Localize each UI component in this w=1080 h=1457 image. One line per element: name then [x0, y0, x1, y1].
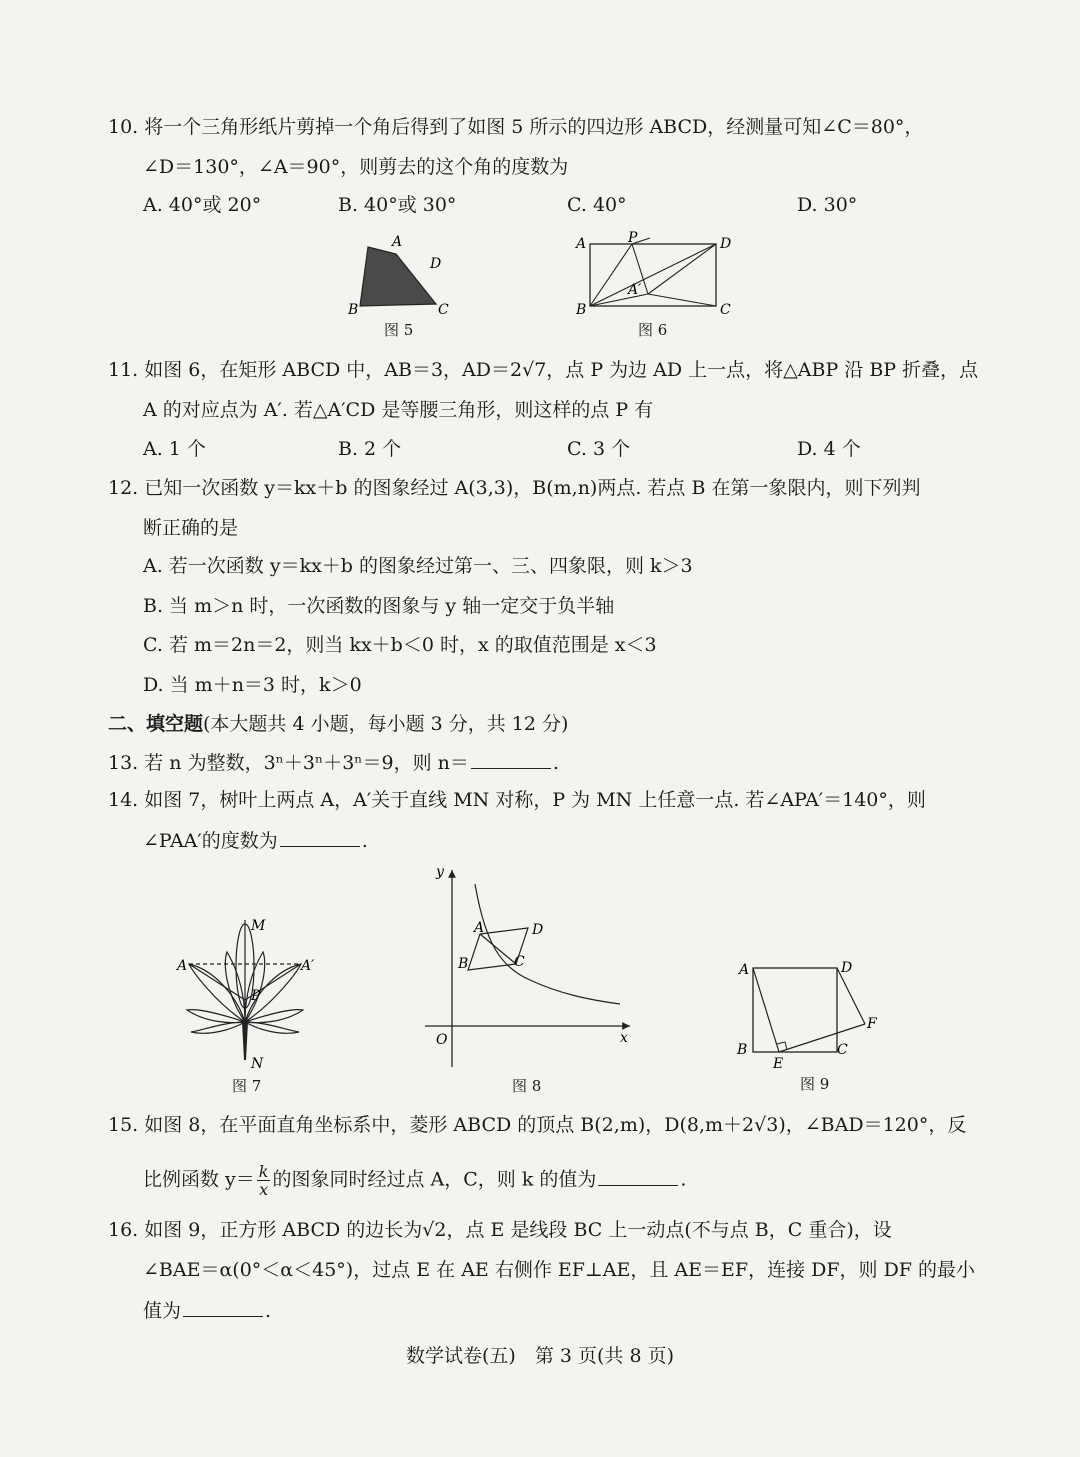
quadrilateral-abcd [360, 247, 436, 306]
inverse-curve [475, 884, 620, 1004]
fig6-caption: 图 6 [638, 321, 668, 339]
q12-line2: 断正确的是 [143, 517, 239, 539]
fig5-label-b: B [348, 302, 359, 318]
q11-option-b: B. 2 个 [338, 438, 402, 460]
q13-end: . [552, 752, 559, 774]
fig6-label-a: A [576, 236, 587, 252]
fig7-label-p: P [251, 988, 261, 1004]
q11-option-a: A. 1 个 [143, 438, 206, 460]
fig9-caption: 图 9 [800, 1075, 830, 1093]
fig6-label-d: D [720, 236, 732, 252]
fig5-label-d: D [430, 256, 442, 272]
q13-text: 13. 若 n 为整数，3ⁿ＋3ⁿ＋3ⁿ＝9，则 n＝ [108, 752, 469, 774]
q12-option-d: D. 当 m＋n＝3 时，k＞0 [143, 674, 362, 696]
figure-9 [733, 954, 893, 1072]
q16-answer-blank[interactable] [183, 1298, 263, 1317]
q12-option-c: C. 若 m＝2n＝2，则当 kx＋b＜0 时，x 的取值范围是 x＜3 [143, 634, 657, 656]
q14-end: . [361, 830, 368, 852]
q11-line2: A 的对应点为 A′. 若△A′CD 是等腰三角形，则这样的点 P 有 [143, 399, 654, 421]
fig9-label-a: A [739, 962, 750, 978]
q12-line1: 12. 已知一次函数 y＝kx＋b 的图象经过 A(3,3)，B(m,n)两点. 若点 B 在第一象限内，则下列判 [108, 477, 921, 499]
fig7-label-a-prime: A′ [301, 958, 315, 974]
q11-line1: 11. 如图 6，在矩形 ABCD 中，AB＝3，AD＝2√7，点 P 为边 AD 上一点，将△ABP 沿 BP 折叠，点 [108, 359, 979, 381]
fig9-label-d: D [841, 960, 853, 976]
fig8-label-b: B [458, 956, 469, 972]
fig8-label-d: D [532, 922, 544, 938]
fig5-label-a: A [392, 234, 403, 250]
section-2-heading [108, 711, 568, 737]
q13-line [108, 750, 559, 776]
q10-option-c: C. 40° [567, 194, 627, 216]
q15-end: . [680, 1168, 687, 1191]
fig9-label-b: B [737, 1042, 748, 1058]
q14-line1: 14. 如图 7，树叶上两点 A，A′关于直线 MN 对称，P 为 MN 上任意一点. 若∠APA′＝140°，则 [108, 789, 926, 811]
fig9-label-f: F [867, 1016, 877, 1032]
fraction [257, 1163, 271, 1198]
q15-line2 [143, 1163, 686, 1198]
q12-option-b: B. 当 m＞n 时，一次函数的图象与 y 轴一定交于负半轴 [143, 595, 615, 617]
fig7-caption: 图 7 [232, 1077, 262, 1095]
fraction-denominator: x [259, 1180, 269, 1199]
fig8-caption: 图 8 [512, 1077, 542, 1095]
q10-line1: 10. 将一个三角形纸片剪掉一个角后得到了如图 5 所示的四边形 ABCD，经测量可知∠C＝80°， [108, 116, 924, 138]
q16-line3-text: 值为 [143, 1300, 182, 1322]
fig6-label-c: C [720, 302, 731, 318]
fig5-caption: 图 5 [384, 321, 414, 339]
q10-option-a: A. 40°或 20° [143, 194, 262, 216]
q14-line2-text: ∠PAA′的度数为 [143, 830, 278, 852]
leaf-stem [242, 1022, 248, 1060]
q10-line2: ∠D＝130°，∠A＝90°，则剪去的这个角的度数为 [143, 156, 569, 178]
figure-7 [175, 912, 325, 1072]
fig8-label-x: x [620, 1030, 628, 1046]
fraction-numerator: k [258, 1162, 269, 1181]
fig6-label-a-prime: A′ [628, 282, 642, 298]
fig8-label-y: y [436, 864, 444, 880]
q10-option-d: D. 30° [797, 194, 858, 216]
q14-line2 [143, 828, 368, 854]
section-2-title: 二、填空题 [108, 713, 204, 735]
fig5-label-c: C [438, 302, 449, 318]
q14-answer-blank[interactable] [280, 828, 360, 847]
fig9-label-c: C [837, 1042, 848, 1058]
fig8-label-o: O [436, 1032, 448, 1048]
fig6-label-b: B [576, 302, 587, 318]
section-2-desc: (本大题共 4 小题，每小题 3 分，共 12 分) [203, 713, 569, 735]
fig8-label-a: A [474, 920, 485, 936]
q15-line2-pre: 比例函数 y＝ [143, 1168, 255, 1191]
q13-answer-blank[interactable] [471, 750, 551, 769]
figure-8 [420, 862, 640, 1072]
figure-5 [340, 232, 460, 322]
q11-option-d: D. 4 个 [797, 438, 861, 460]
fig7-label-n: N [251, 1056, 264, 1072]
page-footer: 数学试卷(五) 第 3 页(共 8 页) [406, 1345, 674, 1367]
q12-option-a: A. 若一次函数 y＝kx＋b 的图象经过第一、三、四象限，则 k＞3 [143, 555, 693, 577]
q15-line2-post: 的图象同时经过点 A，C，则 k 的值为 [272, 1168, 597, 1191]
q16-end: . [265, 1300, 272, 1322]
figure-6 [570, 230, 740, 320]
fig9-label-e: E [773, 1056, 784, 1072]
q16-line2: ∠BAE＝α(0°＜α＜45°)，过点 E 在 AE 右侧作 EF⊥AE，且 AE＝EF，连接 DF，则 DF 的最小 [143, 1259, 976, 1281]
q15-line1: 15. 如图 8，在平面直角坐标系中，菱形 ABCD 的顶点 B(2,m)，D(8,m＋2√3)，∠BAD＝120°，反 [108, 1114, 967, 1136]
q11-option-c: C. 3 个 [567, 438, 631, 460]
fig7-label-m: M [251, 918, 266, 934]
q10-option-b: B. 40°或 30° [338, 194, 457, 216]
q15-answer-blank[interactable] [598, 1167, 678, 1186]
q16-line3 [143, 1298, 271, 1324]
fig6-label-p: P [628, 230, 638, 246]
q16-line1: 16. 如图 9，正方形 ABCD 的边长为√2，点 E 是线段 BC 上一动点(不与点 B，C 重合)，设 [108, 1219, 892, 1241]
fig7-label-a: A [177, 958, 188, 974]
fig8-label-c: C [514, 954, 525, 970]
